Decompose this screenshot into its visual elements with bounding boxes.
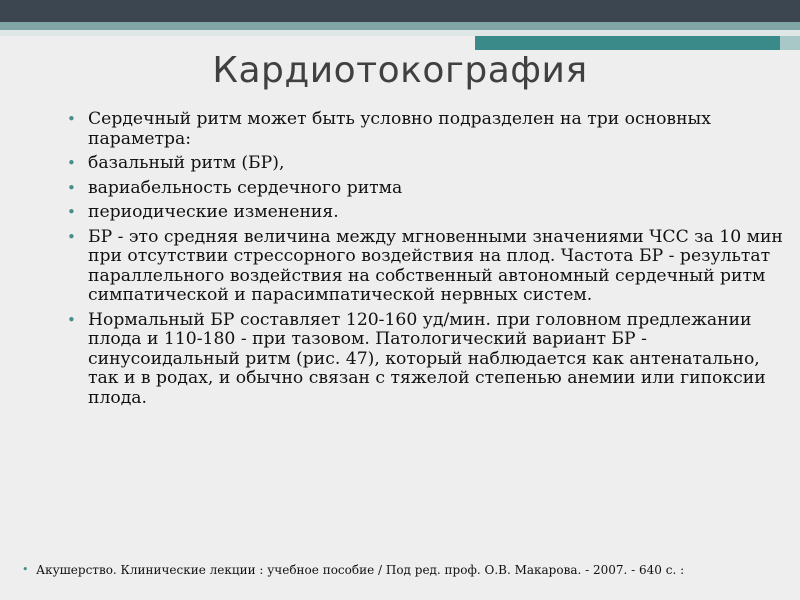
bullet-icon: • — [67, 310, 76, 329]
slide-title: Кардиотокография — [212, 50, 588, 91]
bullet-icon: • — [67, 178, 76, 197]
bullet-text: Сердечный ритм может быть условно подразделен на три основных параметра: — [88, 109, 711, 149]
bullet-item — [66, 311, 786, 409]
bullet-icon: • — [67, 154, 76, 172]
bullet-icon: • — [67, 110, 76, 128]
bullet-text: вариабельность сердечного ритма — [88, 177, 403, 198]
bullet-text: БР - это средняя величина между мгновенными значениями ЧСС за 10 мин при отсутствии стрессорного воздействия на плод. Частота БР - результат параллельного воздействия на собственный автономный сердечный ритм симпатической и парасимпатической нервных систем. — [88, 226, 783, 305]
bullet-item — [66, 179, 786, 199]
bullet-icon: • — [67, 227, 76, 246]
bullet-item — [66, 154, 786, 174]
bullet-icon: • — [22, 563, 29, 576]
bullet-icon: • — [67, 203, 76, 221]
header-teal-strip — [0, 22, 800, 30]
source-footnote — [22, 563, 800, 577]
header-band — [0, 0, 800, 22]
bullet-text: базальный ритм (БР), — [88, 153, 285, 173]
bullet-item — [66, 228, 786, 306]
bullet-text: Нормальный БР составляет 120-160 уд/мин. при головном предлежании плода и 110-180 - при тазовом. Патологический вариант БР - синусоидальный ритм (рис. 47), который наблюдается как антенатально, так и в родах, и обычно связан с тяжелой степенью анемии или гипоксии плода. — [88, 309, 766, 408]
bullet-item — [66, 110, 786, 149]
bullet-list — [66, 110, 786, 413]
header-accent-bar — [475, 36, 800, 50]
bullet-text: периодические изменения. — [88, 202, 339, 222]
footnote-text: Акушерство. Клинические лекции : учебное пособие / Под ред. проф. О.В. Макарова. - 2007. - 640 с. : — [36, 563, 685, 577]
bullet-item — [66, 203, 786, 223]
header-accent-tip — [780, 36, 800, 50]
